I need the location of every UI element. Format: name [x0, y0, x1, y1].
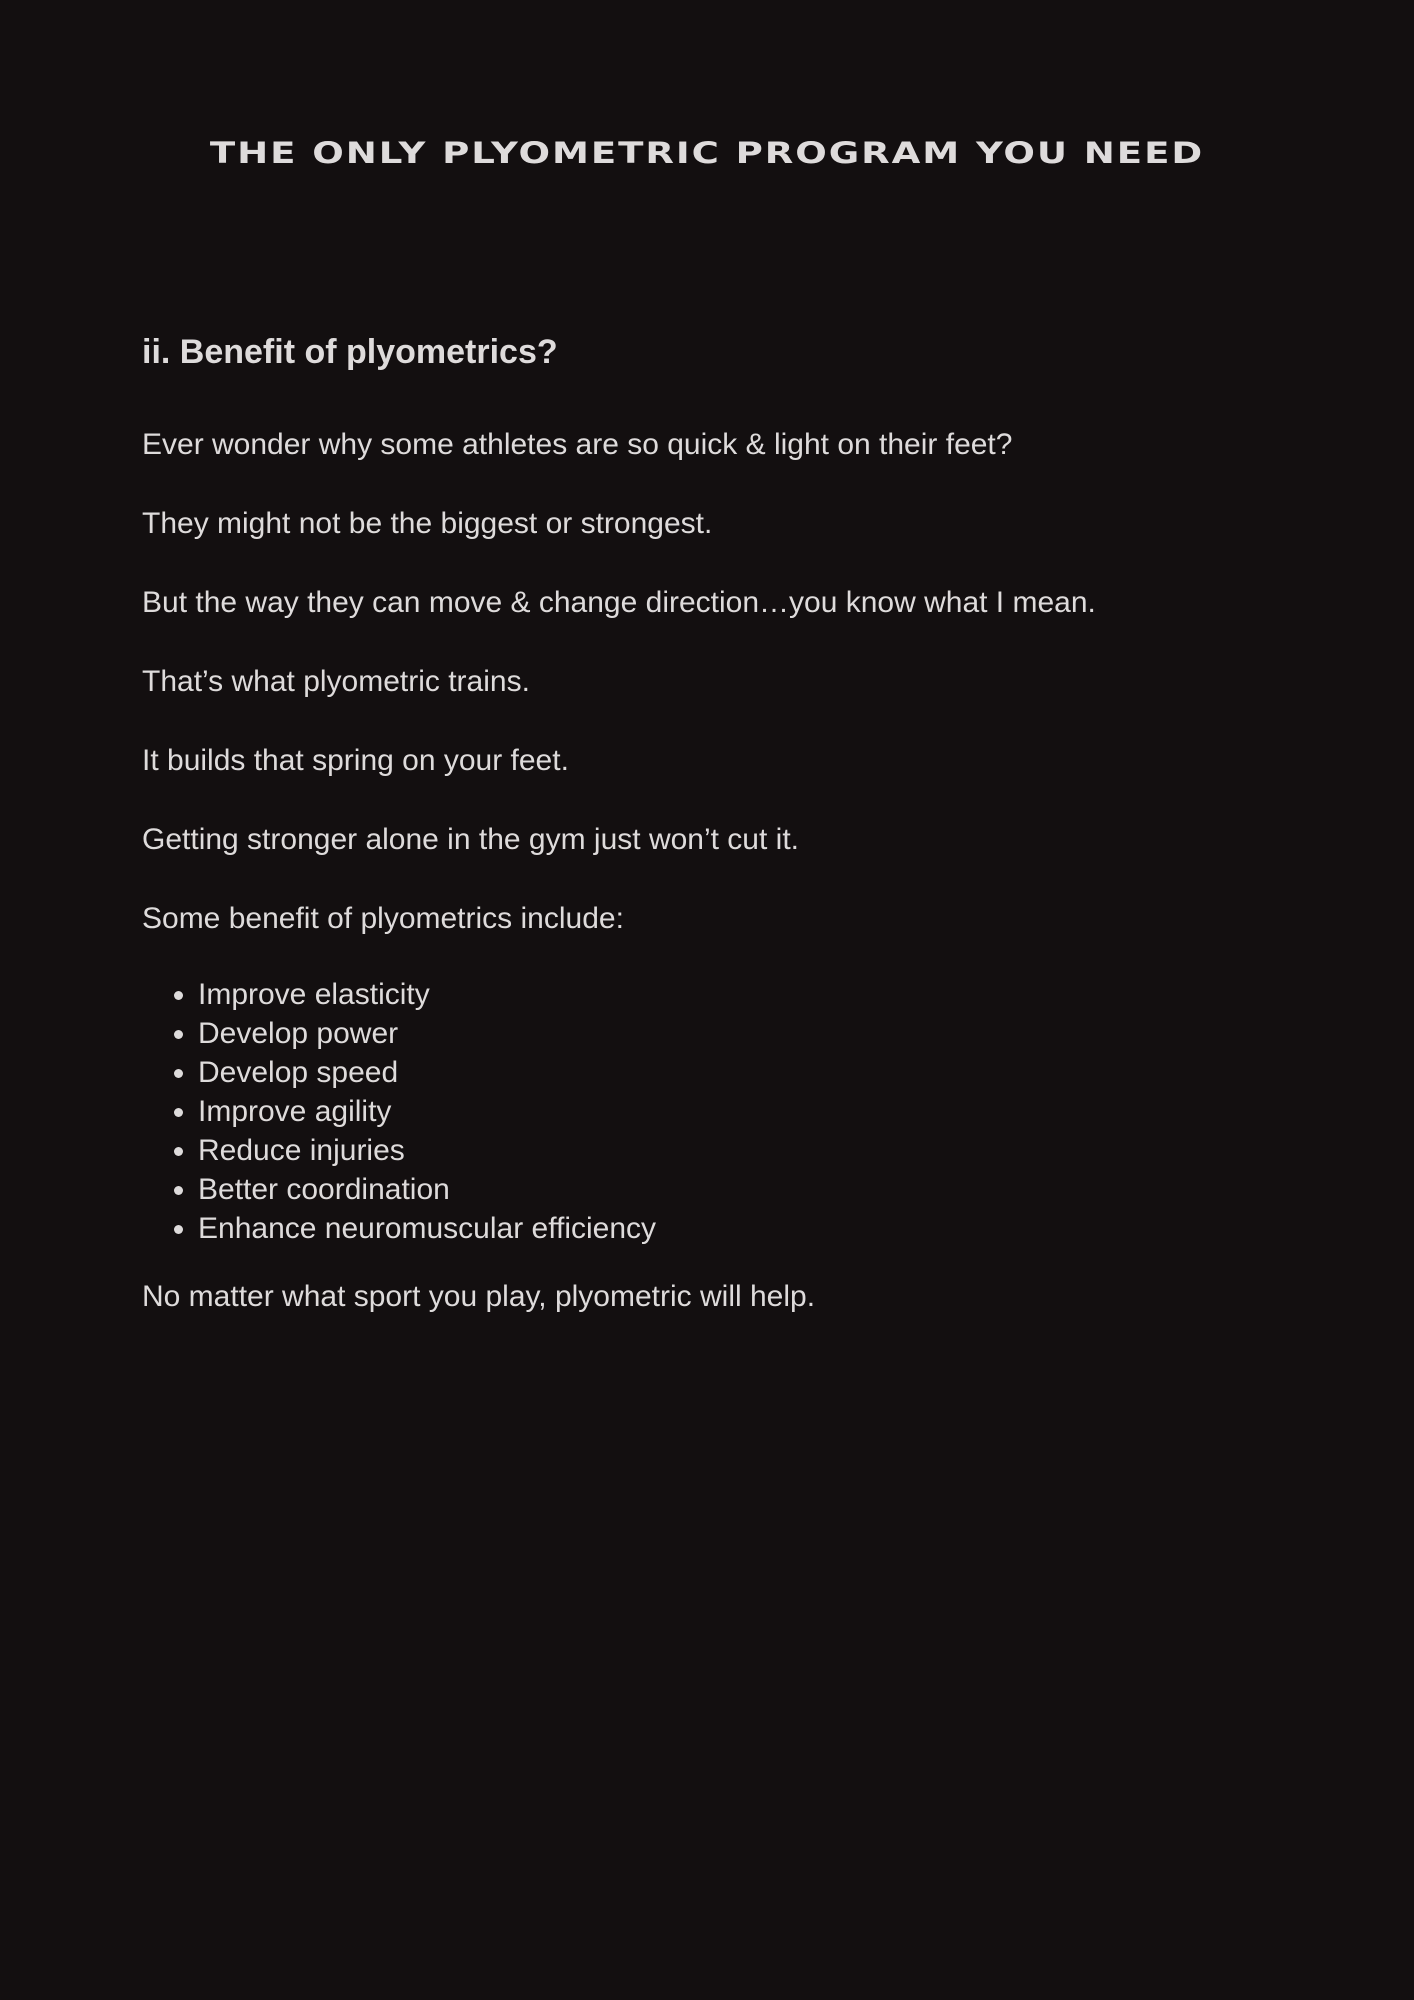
list-item: • Reduce injuries [198, 1131, 1282, 1170]
paragraph-athletes-question: Ever wonder why some athletes are so quick & light on their feet? [142, 428, 1013, 461]
paragraph-plyometric-trains: That’s what plyometric trains. [142, 665, 530, 698]
paragraph-gym-alone: Getting stronger alone in the gym just won’t cut it. [142, 823, 799, 856]
list-item: • Improve elasticity [198, 975, 1282, 1014]
list-item: • Develop speed [198, 1053, 1282, 1092]
list-item: • Enhance neuromuscular efficiency [198, 1209, 1282, 1248]
benefits-list [142, 975, 1282, 1248]
section-heading: ii. Benefit of plyometrics? [142, 333, 558, 371]
paragraph-benefits-intro: Some benefit of plyometrics include: [142, 902, 624, 935]
paragraph-biggest-strongest: They might not be the biggest or strongest. [142, 507, 713, 540]
section-content [142, 328, 1282, 1353]
list-item: • Better coordination [198, 1170, 1282, 1209]
paragraph-builds-spring: It builds that spring on your feet. [142, 744, 569, 777]
page-header-title: THE ONLY PLYOMETRIC PROGRAM YOU NEED [209, 136, 1205, 170]
list-item: • Develop power [198, 1014, 1282, 1053]
paragraph-closing: No matter what sport you play, plyometric will help. [142, 1280, 816, 1313]
paragraph-change-direction: But the way they can move & change direction…you know what I mean. [142, 586, 1096, 619]
list-item: • Improve agility [198, 1092, 1282, 1131]
